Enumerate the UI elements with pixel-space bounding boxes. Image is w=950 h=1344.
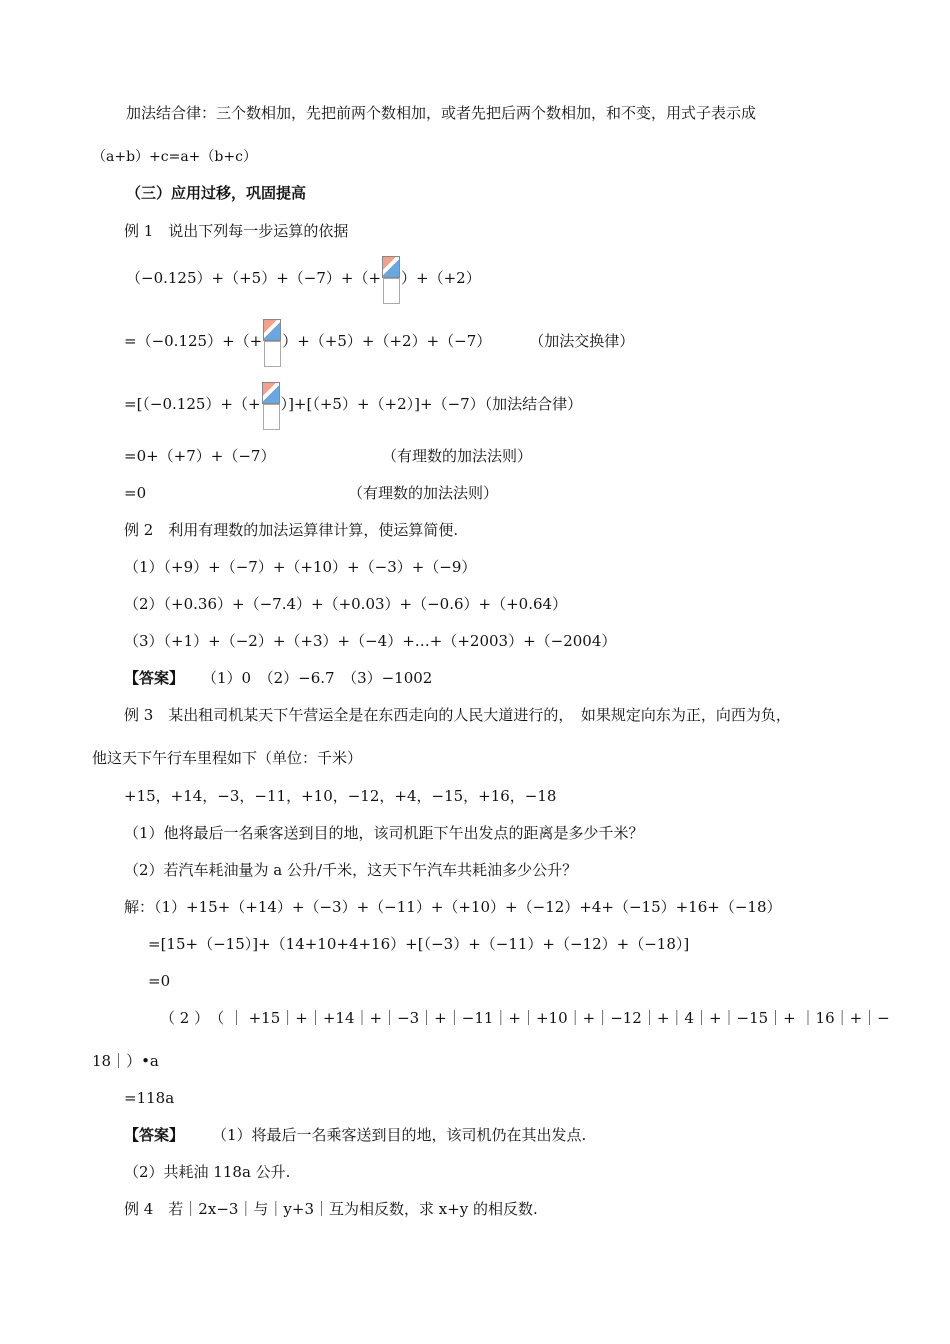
solution-line: =[15+（−15）]+（14+10+4+16）+[（−3）+（−11）+（−12）+（−18）]: [148, 935, 690, 953]
answer-text: （2）共耗油 118a 公升.: [124, 1163, 291, 1181]
equation-part: （−0.125）+（+5）+（−7）+（+: [126, 269, 382, 287]
equation-line: =0: [124, 484, 147, 502]
fraction-image-icon: [382, 256, 400, 302]
section-heading: （三）应用过移，巩固提高: [126, 184, 307, 202]
example-heading: 例 2 利用有理数的加法运算律计算，使运算简便.: [124, 521, 459, 539]
fraction-image-icon: [263, 319, 281, 365]
solution-line: =0: [148, 972, 171, 990]
exercise-item: （1）（+9）+（−7）+（+10）+（−3）+（−9）: [124, 558, 477, 576]
text-line: （a+b）+c=a+（b+c）: [92, 149, 257, 165]
answer-label: 【答案】: [124, 669, 185, 687]
answer-line: [124, 1125, 586, 1145]
answer-text: （1）将最后一名乘客送到目的地，该司机仍在其出发点.: [212, 1126, 587, 1144]
equation-line: [124, 379, 582, 429]
text-line: 加法结合律：三个数相加，先把前两个数相加，或者先把后两个数相加，和不变，用式子表示成: [126, 104, 757, 122]
equation-part: ）]+[（+5）+（+2）]+（−7）（加法结合律）: [280, 395, 583, 413]
exercise-item: （2）（+0.36）+（−7.4）+（+0.03）+（−0.6）+（+0.64）: [124, 595, 568, 613]
text-line: 他这天下午行车里程如下（单位：千米）: [92, 749, 363, 767]
equation-line: =0+（+7）+（−7）: [124, 447, 276, 465]
answer-text: （1）0 （2）−6.7 （3）−1002: [202, 669, 433, 687]
example-heading: 例 1 说出下列每一步运算的依据: [124, 222, 349, 240]
equation-part: ）+（+2）: [401, 269, 481, 287]
solution-line: 18｜）•a: [92, 1052, 159, 1070]
example-heading: 例 4 若｜2x−3｜与｜y+3｜互为相反数，求 x+y 的相反数.: [124, 1200, 538, 1218]
equation-part: =（−0.125）+（+: [124, 332, 263, 350]
solution-line: =118a: [124, 1089, 175, 1107]
equation-line: [126, 253, 481, 303]
rule-note: （有理数的加法法则）: [348, 484, 499, 502]
equation-part: =[（−0.125）+（+: [124, 395, 261, 413]
fraction-image-icon: [262, 382, 280, 428]
rule-note: （有理数的加法法则）: [382, 447, 533, 465]
equation-line: [124, 316, 634, 366]
solution-line: （ 2 ） （ ｜ +15｜+｜+14｜+｜−3｜+｜−11｜+｜+10｜+｜−12｜+｜4｜+｜−15｜+ ｜16｜+｜−: [160, 1009, 890, 1027]
question-item: （2）若汽车耗油量为 a 公升/千米，这天下午汽车共耗油多少公升？: [124, 861, 578, 879]
answer-line: [124, 668, 432, 688]
exercise-item: （3）（+1）+（−2）+（+3）+（−4）+…+（+2003）+（−2004）: [124, 632, 617, 650]
example-heading: 例 3 某出租司机某天下午营运全是在东西走向的人民大道进行的， 如果规定向东为正，向西为负，: [124, 706, 791, 724]
data-line: +15，+14，−3，−11，+10，−12，+4，−15，+16，−18: [124, 787, 557, 805]
answer-label: 【答案】: [124, 1126, 185, 1144]
solution-line: 解：（1）+15+（+14）+（−3）+（−11）+（+10）+（−12）+4+（−15）+16+（−18）: [124, 898, 782, 916]
question-item: （1）他将最后一名乘客送到目的地，该司机距下午出发点的距离是多少千米？: [124, 824, 644, 842]
equation-part: ）+（+5）+（+2）+（−7）: [282, 332, 492, 350]
rule-note: （加法交换律）: [529, 332, 635, 350]
